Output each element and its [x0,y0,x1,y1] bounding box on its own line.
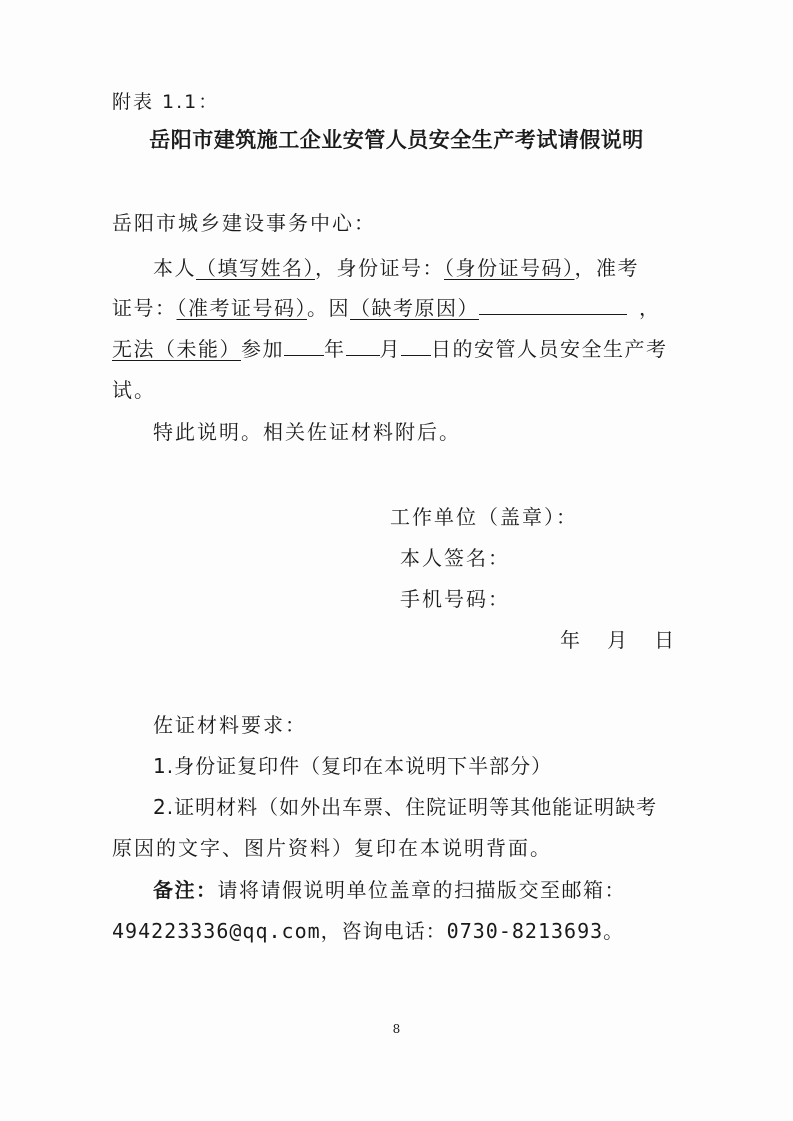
work-unit-label: 工作单位（盖章）： [390,505,578,529]
statement-text: ，身份证号： [315,256,444,280]
note-contact-line: 494223336@qq.com，咨询电话：0730-8213693。 [112,919,625,943]
requirement-item-1: 1.身份证复印件（复印在本说明下半部分） [153,754,553,778]
statement-line-4: 试。 [112,378,156,402]
ticket-number-field: （准考证号码） [176,296,307,320]
statement-line-1 [153,256,639,280]
month-label: 月 [379,337,401,361]
page-number: 8 [392,1022,401,1036]
statement-text: ， [639,296,661,320]
statement-text: 证号： [112,296,177,320]
recipient-line: 岳阳市城乡建设事务中心： [112,211,376,235]
document-title: 岳阳市建筑施工企业安管人员安全生产考试请假说明 [149,128,644,152]
month-blank [346,337,380,356]
absence-reason-blank [479,296,627,315]
statement-text: 。因 [307,296,350,320]
date-line: 年 月 日 [560,628,677,652]
phone-label: 手机号码： [400,587,510,611]
statement-text: ，准考 [574,256,639,280]
id-number-field: （身份证号码） [444,256,575,280]
statement-text: 本人 [153,256,196,280]
year-label: 年 [324,337,346,361]
name-field: （填写姓名） [196,256,315,280]
appendix-label: 附表 1.1： [112,91,220,113]
statement-line-2 [112,296,661,320]
year-blank [284,337,324,356]
unable-attend-text: 无法（未能） [112,337,241,361]
note-text: 请将请假说明单位盖章的扫描版交至邮箱： [217,878,626,902]
statement-closing: 特此说明。相关佐证材料附后。 [153,420,461,444]
day-blank [401,337,431,356]
requirement-item-2: 2.证明材料（如外出车票、住院证明等其他能证明缺考 [153,795,658,819]
note-label: 备注： [153,878,218,902]
statement-text: 参加 [241,337,284,361]
statement-line-3 [112,337,668,361]
absence-reason-field: （缺考原因） [350,296,479,320]
statement-text: 日的安管人员安全生产考 [431,337,668,361]
requirement-item-2-cont: 原因的文字、图片资料）复印在本说明背面。 [112,836,552,860]
signer-label: 本人签名： [400,546,510,570]
note-line-1 [153,878,626,902]
requirements-heading: 佐证材料要求： [153,713,307,737]
